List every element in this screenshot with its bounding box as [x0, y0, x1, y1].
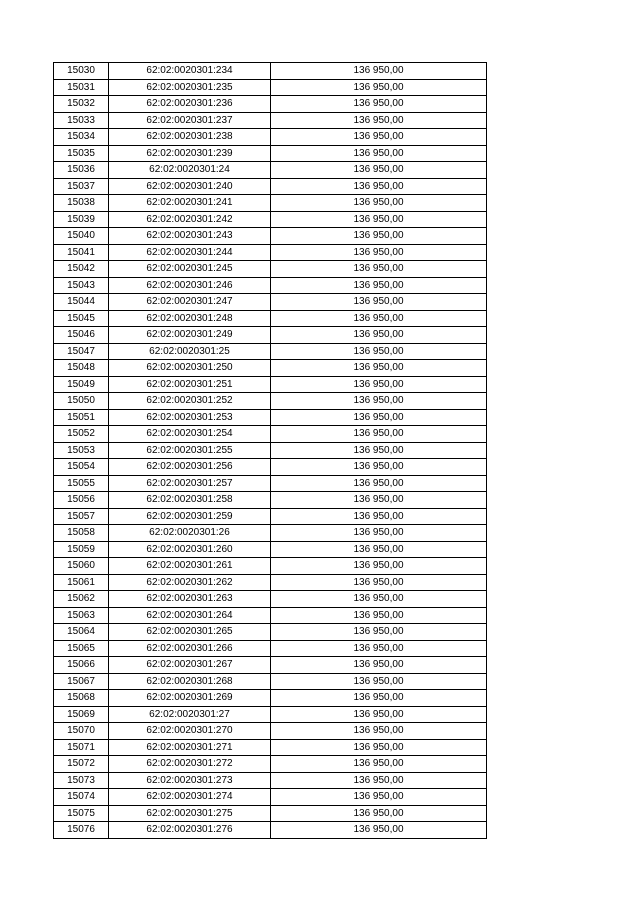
row-number-cell: 15035 — [54, 145, 109, 162]
value-cell: 136 950,00 — [271, 673, 487, 690]
row-number-cell: 15046 — [54, 327, 109, 344]
cadastral-number-cell: 62:02:0020301:270 — [109, 723, 271, 740]
cadastral-number-cell: 62:02:0020301:242 — [109, 211, 271, 228]
table-row — [54, 723, 487, 740]
row-number-cell: 15044 — [54, 294, 109, 311]
cadastral-number-cell: 62:02:0020301:248 — [109, 310, 271, 327]
row-number-cell: 15041 — [54, 244, 109, 261]
cadastral-number-cell: 62:02:0020301:254 — [109, 426, 271, 443]
value-cell: 136 950,00 — [271, 393, 487, 410]
cadastral-number-cell: 62:02:0020301:259 — [109, 508, 271, 525]
table-row — [54, 211, 487, 228]
value-cell: 136 950,00 — [271, 112, 487, 129]
value-cell: 136 950,00 — [271, 475, 487, 492]
row-number-cell: 15067 — [54, 673, 109, 690]
cadastral-number-cell: 62:02:0020301:274 — [109, 789, 271, 806]
row-number-cell: 15045 — [54, 310, 109, 327]
cadastral-number-cell: 62:02:0020301:243 — [109, 228, 271, 245]
row-number-cell: 15050 — [54, 393, 109, 410]
cadastral-number-cell: 62:02:0020301:261 — [109, 558, 271, 575]
cadastral-number-cell: 62:02:0020301:272 — [109, 756, 271, 773]
row-number-cell: 15048 — [54, 360, 109, 377]
value-cell: 136 950,00 — [271, 195, 487, 212]
table-row — [54, 178, 487, 195]
row-number-cell: 15073 — [54, 772, 109, 789]
row-number-cell: 15075 — [54, 805, 109, 822]
value-cell: 136 950,00 — [271, 376, 487, 393]
table-row — [54, 426, 487, 443]
value-cell: 136 950,00 — [271, 459, 487, 476]
cadastral-number-cell: 62:02:0020301:237 — [109, 112, 271, 129]
row-number-cell: 15062 — [54, 591, 109, 608]
value-cell: 136 950,00 — [271, 442, 487, 459]
value-cell: 136 950,00 — [271, 739, 487, 756]
value-cell: 136 950,00 — [271, 789, 487, 806]
row-number-cell: 15042 — [54, 261, 109, 278]
table-row — [54, 96, 487, 113]
table-row — [54, 393, 487, 410]
value-cell: 136 950,00 — [271, 63, 487, 80]
cadastral-number-cell: 62:02:0020301:25 — [109, 343, 271, 360]
table-row — [54, 310, 487, 327]
value-cell: 136 950,00 — [271, 723, 487, 740]
table-row — [54, 277, 487, 294]
value-cell: 136 950,00 — [271, 640, 487, 657]
table-row — [54, 459, 487, 476]
value-cell: 136 950,00 — [271, 343, 487, 360]
value-cell: 136 950,00 — [271, 79, 487, 96]
table-row — [54, 327, 487, 344]
row-number-cell: 15069 — [54, 706, 109, 723]
table-row — [54, 673, 487, 690]
row-number-cell: 15053 — [54, 442, 109, 459]
table-row — [54, 574, 487, 591]
row-number-cell: 15049 — [54, 376, 109, 393]
value-cell: 136 950,00 — [271, 211, 487, 228]
value-cell: 136 950,00 — [271, 228, 487, 245]
table-row — [54, 195, 487, 212]
table-row — [54, 624, 487, 641]
row-number-cell: 15034 — [54, 129, 109, 146]
table-row — [54, 739, 487, 756]
table-row — [54, 294, 487, 311]
table-row — [54, 690, 487, 707]
cadastral-number-cell: 62:02:0020301:26 — [109, 525, 271, 542]
value-cell: 136 950,00 — [271, 657, 487, 674]
value-cell: 136 950,00 — [271, 607, 487, 624]
cadastral-number-cell: 62:02:0020301:241 — [109, 195, 271, 212]
value-cell: 136 950,00 — [271, 772, 487, 789]
value-cell: 136 950,00 — [271, 558, 487, 575]
row-number-cell: 15076 — [54, 822, 109, 839]
table-row — [54, 112, 487, 129]
table-row — [54, 442, 487, 459]
table-row — [54, 63, 487, 80]
value-cell: 136 950,00 — [271, 294, 487, 311]
cadastral-number-cell: 62:02:0020301:235 — [109, 79, 271, 96]
cadastral-number-cell: 62:02:0020301:273 — [109, 772, 271, 789]
cadastral-number-cell: 62:02:0020301:263 — [109, 591, 271, 608]
row-number-cell: 15071 — [54, 739, 109, 756]
value-cell: 136 950,00 — [271, 822, 487, 839]
row-number-cell: 15065 — [54, 640, 109, 657]
value-cell: 136 950,00 — [271, 277, 487, 294]
row-number-cell: 15064 — [54, 624, 109, 641]
value-cell: 136 950,00 — [271, 409, 487, 426]
cadastral-number-cell: 62:02:0020301:266 — [109, 640, 271, 657]
table-row — [54, 343, 487, 360]
value-cell: 136 950,00 — [271, 244, 487, 261]
cadastral-number-cell: 62:02:0020301:236 — [109, 96, 271, 113]
row-number-cell: 15054 — [54, 459, 109, 476]
table-row — [54, 591, 487, 608]
table-row — [54, 789, 487, 806]
value-cell: 136 950,00 — [271, 574, 487, 591]
cadastral-number-cell: 62:02:0020301:275 — [109, 805, 271, 822]
row-number-cell: 15032 — [54, 96, 109, 113]
row-number-cell: 15040 — [54, 228, 109, 245]
row-number-cell: 15037 — [54, 178, 109, 195]
row-number-cell: 15030 — [54, 63, 109, 80]
row-number-cell: 15060 — [54, 558, 109, 575]
table-row — [54, 409, 487, 426]
table-row — [54, 822, 487, 839]
cadastral-number-cell: 62:02:0020301:246 — [109, 277, 271, 294]
cadastral-number-cell: 62:02:0020301:24 — [109, 162, 271, 179]
row-number-cell: 15061 — [54, 574, 109, 591]
table-row — [54, 492, 487, 509]
table-row — [54, 525, 487, 542]
row-number-cell: 15074 — [54, 789, 109, 806]
row-number-cell: 15068 — [54, 690, 109, 707]
table-row — [54, 244, 487, 261]
row-number-cell: 15059 — [54, 541, 109, 558]
value-cell: 136 950,00 — [271, 310, 487, 327]
row-number-cell: 15058 — [54, 525, 109, 542]
value-cell: 136 950,00 — [271, 690, 487, 707]
cadastral-number-cell: 62:02:0020301:267 — [109, 657, 271, 674]
cadastral-number-cell: 62:02:0020301:27 — [109, 706, 271, 723]
row-number-cell: 15039 — [54, 211, 109, 228]
cadastral-number-cell: 62:02:0020301:255 — [109, 442, 271, 459]
value-cell: 136 950,00 — [271, 591, 487, 608]
table-row — [54, 360, 487, 377]
table-row — [54, 706, 487, 723]
cadastral-number-cell: 62:02:0020301:249 — [109, 327, 271, 344]
row-number-cell: 15052 — [54, 426, 109, 443]
cadastral-number-cell: 62:02:0020301:257 — [109, 475, 271, 492]
value-cell: 136 950,00 — [271, 426, 487, 443]
row-number-cell: 15056 — [54, 492, 109, 509]
cadastral-number-cell: 62:02:0020301:250 — [109, 360, 271, 377]
table-row — [54, 162, 487, 179]
row-number-cell: 15055 — [54, 475, 109, 492]
table-row — [54, 607, 487, 624]
table-row — [54, 772, 487, 789]
cadastral-number-cell: 62:02:0020301:256 — [109, 459, 271, 476]
cadastral-number-cell: 62:02:0020301:269 — [109, 690, 271, 707]
cadastral-number-cell: 62:02:0020301:265 — [109, 624, 271, 641]
row-number-cell: 15051 — [54, 409, 109, 426]
value-cell: 136 950,00 — [271, 805, 487, 822]
cadastral-number-cell: 62:02:0020301:262 — [109, 574, 271, 591]
value-cell: 136 950,00 — [271, 129, 487, 146]
table-row — [54, 640, 487, 657]
table-row — [54, 558, 487, 575]
table-row — [54, 376, 487, 393]
cadastral-number-cell: 62:02:0020301:276 — [109, 822, 271, 839]
table-row — [54, 475, 487, 492]
cadastral-number-cell: 62:02:0020301:239 — [109, 145, 271, 162]
row-number-cell: 15063 — [54, 607, 109, 624]
cadastral-number-cell: 62:02:0020301:264 — [109, 607, 271, 624]
cadastral-value-table — [53, 62, 487, 839]
value-cell: 136 950,00 — [271, 261, 487, 278]
cadastral-number-cell: 62:02:0020301:268 — [109, 673, 271, 690]
value-cell: 136 950,00 — [271, 178, 487, 195]
value-cell: 136 950,00 — [271, 541, 487, 558]
row-number-cell: 15070 — [54, 723, 109, 740]
value-cell: 136 950,00 — [271, 162, 487, 179]
row-number-cell: 15066 — [54, 657, 109, 674]
cadastral-number-cell: 62:02:0020301:271 — [109, 739, 271, 756]
cadastral-number-cell: 62:02:0020301:252 — [109, 393, 271, 410]
value-cell: 136 950,00 — [271, 360, 487, 377]
table-row — [54, 79, 487, 96]
cadastral-number-cell: 62:02:0020301:247 — [109, 294, 271, 311]
cadastral-number-cell: 62:02:0020301:253 — [109, 409, 271, 426]
cadastral-number-cell: 62:02:0020301:245 — [109, 261, 271, 278]
row-number-cell: 15057 — [54, 508, 109, 525]
table-row — [54, 657, 487, 674]
table-row — [54, 129, 487, 146]
row-number-cell: 15038 — [54, 195, 109, 212]
value-cell: 136 950,00 — [271, 508, 487, 525]
row-number-cell: 15031 — [54, 79, 109, 96]
value-cell: 136 950,00 — [271, 525, 487, 542]
cadastral-number-cell: 62:02:0020301:251 — [109, 376, 271, 393]
value-cell: 136 950,00 — [271, 145, 487, 162]
table-row — [54, 261, 487, 278]
table-row — [54, 145, 487, 162]
cadastral-number-cell: 62:02:0020301:260 — [109, 541, 271, 558]
value-cell: 136 950,00 — [271, 327, 487, 344]
value-cell: 136 950,00 — [271, 624, 487, 641]
table-row — [54, 756, 487, 773]
table-row — [54, 805, 487, 822]
cadastral-number-cell: 62:02:0020301:244 — [109, 244, 271, 261]
table-body — [54, 63, 487, 839]
row-number-cell: 15047 — [54, 343, 109, 360]
row-number-cell: 15036 — [54, 162, 109, 179]
table-row — [54, 541, 487, 558]
value-cell: 136 950,00 — [271, 756, 487, 773]
row-number-cell: 15033 — [54, 112, 109, 129]
value-cell: 136 950,00 — [271, 492, 487, 509]
value-cell: 136 950,00 — [271, 96, 487, 113]
table-row — [54, 228, 487, 245]
row-number-cell: 15072 — [54, 756, 109, 773]
cadastral-number-cell: 62:02:0020301:240 — [109, 178, 271, 195]
table-row — [54, 508, 487, 525]
row-number-cell: 15043 — [54, 277, 109, 294]
cadastral-number-cell: 62:02:0020301:238 — [109, 129, 271, 146]
cadastral-number-cell: 62:02:0020301:234 — [109, 63, 271, 80]
value-cell: 136 950,00 — [271, 706, 487, 723]
cadastral-number-cell: 62:02:0020301:258 — [109, 492, 271, 509]
